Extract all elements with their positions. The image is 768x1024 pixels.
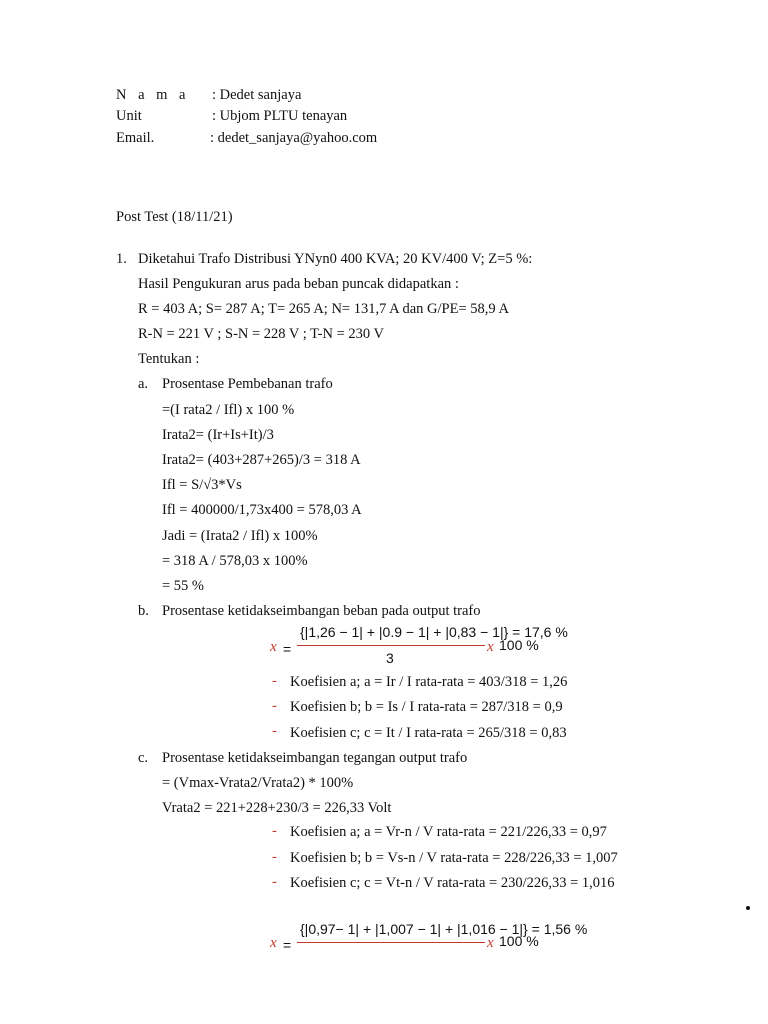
formula-c-times: x [487, 935, 494, 951]
formula-c-numerator: {|0,97− 1| + |1,007 − 1| + |1,016 − 1|} = 1,56 % [300, 921, 588, 937]
bullet-dash: - [272, 673, 277, 689]
part-c-letter: c. [138, 750, 149, 766]
part-b-coef: Koefisien c; c = It / I rata-rata = 265/318 = 0,83 [290, 725, 567, 741]
bullet-dash: - [272, 849, 277, 865]
tentukan-label: Tentukan : [138, 351, 200, 367]
formula-b-hundred: 100 % [499, 637, 539, 653]
question-number: 1. [116, 251, 127, 267]
part-c-line: = (Vmax-Vrata2/Vrata2) * 100% [162, 775, 354, 791]
formula-c-equals: = [283, 937, 292, 953]
part-a-title: Prosentase Pembebanan trafo [162, 376, 333, 392]
currents-line: R = 403 A; S= 287 A; T= 265 A; N= 131,7 A dan G/PE= 58,9 A [138, 301, 509, 317]
part-a-line: = 318 A / 578,03 x 100% [162, 553, 308, 569]
bullet-dash: - [272, 723, 277, 739]
bullet-dot [746, 906, 750, 910]
part-a-line: Ifl = 400000/1,73x400 = 578,03 A [162, 502, 362, 518]
bullet-dash: - [272, 698, 277, 714]
formula-c-fraction-bar [297, 942, 485, 943]
unit-value: : Ubjom PLTU tenayan [212, 108, 348, 124]
formula-c-x: x [270, 935, 277, 951]
part-a-line: =(I rata2 / Ifl) x 100 % [162, 402, 295, 418]
nama-value: : Dedet sanjaya [212, 87, 302, 103]
formula-b-equals: = [283, 641, 292, 657]
part-a-line: Irata2= (Ir+Is+It)/3 [162, 427, 274, 443]
voltages-line: R-N = 221 V ; S-N = 228 V ; T-N = 230 V [138, 326, 384, 342]
formula-b-denominator: 3 [386, 650, 394, 666]
part-c-title: Prosentase ketidakseimbangan tegangan output trafo [162, 750, 468, 766]
formula-b-fraction-bar [297, 645, 485, 646]
part-b-coef: Koefisien b; b = Is / I rata-rata = 287/318 = 0,9 [290, 699, 563, 715]
part-b-coef: Koefisien a; a = Ir / I rata-rata = 403/318 = 1,26 [290, 674, 568, 690]
part-a-line: = 55 % [162, 578, 205, 594]
page-title: Post Test (18/11/21) [116, 209, 233, 225]
formula-b-times: x [487, 639, 494, 655]
part-a-letter: a. [138, 376, 149, 392]
nama-label: N a m a [116, 87, 190, 103]
part-c-coef: Koefisien a; a = Vr-n / V rata-rata = 221/226,33 = 0,97 [290, 824, 607, 840]
part-c-line: Vrata2 = 221+228+230/3 = 226,33 Volt [162, 800, 392, 816]
formula-c-hundred: 100 % [499, 933, 539, 949]
part-b-title: Prosentase ketidakseimbangan beban pada output trafo [162, 603, 481, 619]
bullet-dash: - [272, 823, 277, 839]
part-c-coef: Koefisien b; b = Vs-n / V rata-rata = 228/226,33 = 1,007 [290, 850, 618, 866]
email-value: : dedet_sanjaya@yahoo.com [210, 130, 378, 146]
part-c-coef: Koefisien c; c = Vt-n / V rata-rata = 230/226,33 = 1,016 [290, 875, 615, 891]
part-b-letter: b. [138, 603, 149, 619]
email-label: Email. [116, 130, 155, 146]
part-a-line: Ifl = S/√3*Vs [162, 477, 242, 493]
formula-b-x: x [270, 639, 277, 655]
part-a-line: Irata2= (403+287+265)/3 = 318 A [162, 452, 361, 468]
result-intro: Hasil Pengukuran arus pada beban puncak didapatkan : [138, 276, 459, 292]
part-a-line: Jadi = (Irata2 / Ifl) x 100% [162, 528, 318, 544]
unit-label: Unit [116, 108, 142, 124]
formula-b-numerator: {|1,26 − 1| + |0.9 − 1| + |0,83 − 1|} = 17,6 % [300, 624, 568, 640]
bullet-dash: - [272, 874, 277, 890]
question-given: Diketahui Trafo Distribusi YNyn0 400 KVA; 20 KV/400 V; Z=5 %: [138, 251, 533, 267]
